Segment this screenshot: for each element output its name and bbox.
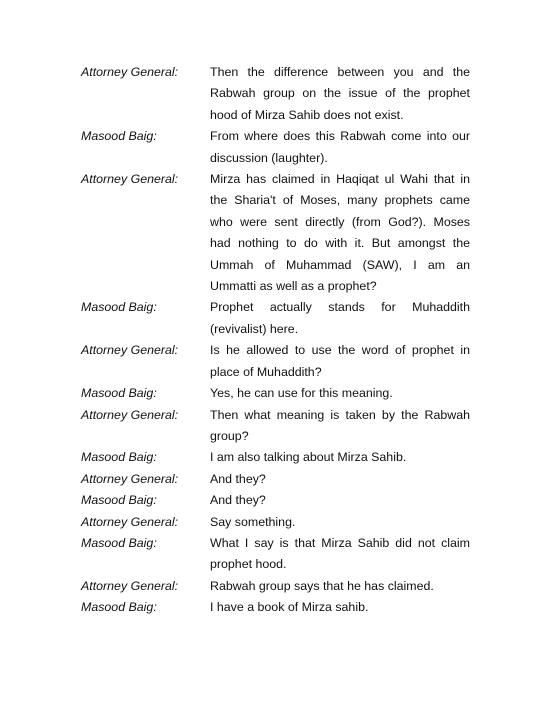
speaker-label: Attorney General: [81,578,179,593]
transcript-entry [81,405,470,448]
speech-text: What I say is that Mirza Sahib did not claim prophet hood. [210,535,470,572]
speaker-label: Attorney General: [81,343,179,358]
speaker-label: Attorney General: [81,514,179,529]
transcript-entry [81,533,470,576]
transcript-entry [81,490,470,511]
transcript-entry [81,597,470,618]
speaker-label: Attorney General: [81,471,179,486]
speaker-label: Attorney General: [81,407,179,422]
speech-text: Rabwah group says that he has claimed. [210,578,434,593]
speech-text: Then the difference between you and the Rabwah group on the issue of the prophet hood of Mirza Sahib does not exist. [210,65,470,122]
speaker-label: Masood Baig: [81,493,157,508]
transcript-entry [81,576,470,597]
transcript-entry [81,383,470,404]
speech-text: Prophet actually stands for Muhaddith (revivalist) here. [210,300,470,336]
speech-text: I have a book of Mirza sahib. [210,600,369,615]
speech-text: Mirza has claimed in Haqiqat ul Wahi that in the Sharia't of Moses, many prophets came who were sent directly (from God?). Moses had nothing to do with it. But amongst the Ummah of Muhammad (SAW), I am an Ummatti as well as a prophet? [210,172,470,294]
speaker-label: Masood Baig: [81,450,157,465]
transcript-entry [81,512,470,533]
speech-text: Then what meaning is taken by the Rabwah group? [210,407,470,443]
transcript-entry [81,469,470,490]
speaker-label: Masood Baig: [81,300,157,315]
transcript-entry [81,297,470,340]
transcript-entry [81,126,470,169]
transcript-entry [81,169,470,297]
speech-text: And they? [210,493,266,508]
speech-text: Is he allowed to use the word of prophet in place of Muhaddith? [210,343,470,379]
speaker-label: Masood Baig: [81,386,157,401]
speaker-label: Masood Baig: [81,600,157,615]
transcript-entry [81,62,470,126]
speaker-label: Masood Baig: [81,129,157,144]
transcript-entry [81,447,470,468]
speech-text: And they? [210,471,266,486]
transcript [81,62,470,619]
speech-text: Yes, he can use for this meaning. [210,386,393,401]
speech-text: I am also talking about Mirza Sahib. [210,450,407,465]
speaker-label: Masood Baig: [81,535,157,550]
speech-text: From where does this Rabwah come into our discussion (laughter). [210,129,470,165]
transcript-entry [81,340,470,383]
speaker-label: Attorney General: [81,65,179,79]
speaker-label: Attorney General: [81,172,179,187]
speech-text: Say something. [210,514,296,529]
